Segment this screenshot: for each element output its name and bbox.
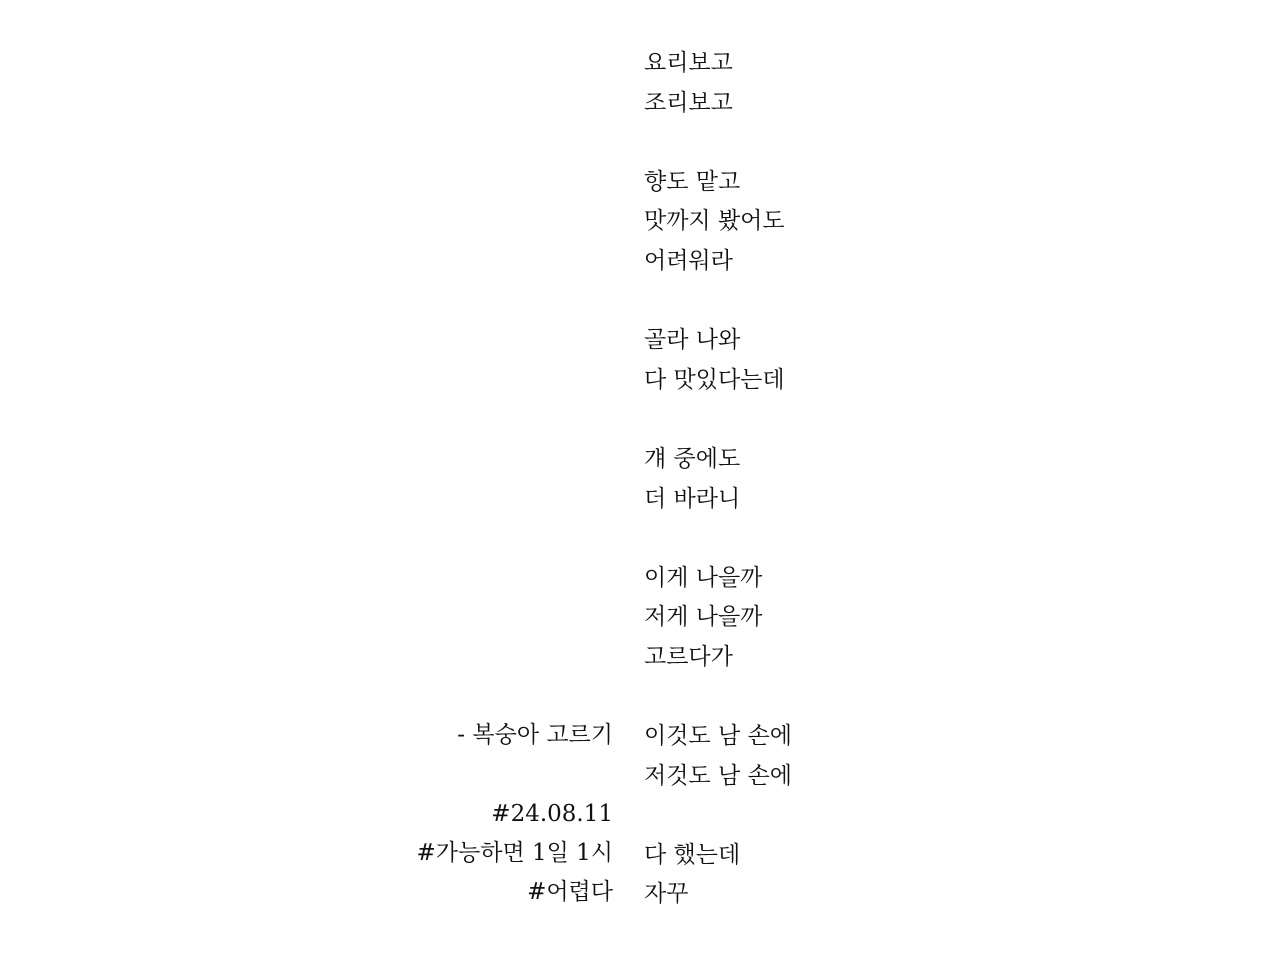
- hashtag-date: #24.08.11: [491, 801, 613, 827]
- stanza-break: [644, 678, 1044, 718]
- poem-line: 다 맛있다는데: [644, 366, 785, 393]
- poem-line: 요리보고: [644, 50, 733, 76]
- poem-line: 자꾸: [644, 881, 689, 908]
- poem-line: 이것도 남 손에: [644, 723, 792, 750]
- stanza-break: [644, 400, 1044, 440]
- poem-line: 조리보고: [644, 89, 733, 116]
- poem-line: 다 했는데: [644, 841, 741, 868]
- poem-line: 이게 나을까: [644, 564, 763, 591]
- poem-line: 골라 나와: [644, 327, 741, 354]
- poem-line: 더 바라니: [644, 485, 741, 512]
- stanza-break: [644, 519, 1044, 559]
- poem-line: 걔 중에도: [644, 445, 741, 472]
- poem-line: 고르다가: [644, 643, 733, 670]
- stanza-break: [644, 796, 1044, 836]
- stanza-break: [644, 123, 1044, 163]
- poem-line: 맛까지 봤어도: [644, 208, 785, 235]
- poem-line: 저게 나을까: [644, 604, 763, 631]
- hashtag: #어렵다: [527, 879, 613, 905]
- poem-line: 저것도 남 손에: [644, 762, 792, 789]
- poem-line: 어려워라: [644, 247, 733, 274]
- poem-line: 향도 맡고: [644, 168, 741, 195]
- poem-body: [644, 44, 1044, 915]
- stanza-break: [644, 282, 1044, 322]
- hashtag: #가능하면 1일 1시: [416, 840, 613, 866]
- poem-title: - 복숭아 고르기: [457, 722, 613, 748]
